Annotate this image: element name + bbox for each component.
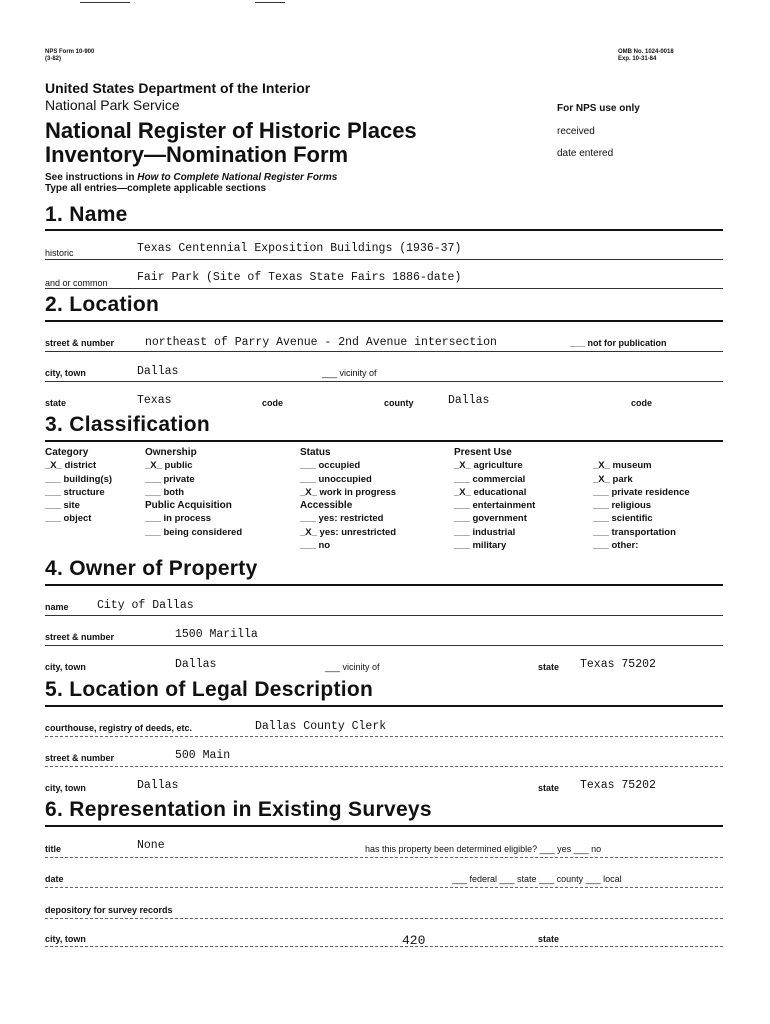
date-entered-label: date entered xyxy=(557,148,614,159)
survey-state-label: state xyxy=(538,934,560,944)
scan-artifact-line xyxy=(80,2,130,3)
historic-label: historic xyxy=(45,248,74,258)
omb-number: OMB No. 1024-0018 xyxy=(618,49,674,55)
state-value[interactable]: Texas xyxy=(137,394,172,407)
section-5-heading: 5. Location of Legal Description xyxy=(45,678,374,701)
use-entertainment[interactable]: ___ entertainment xyxy=(454,500,536,512)
instructions-reference: How to Complete National Register Forms xyxy=(137,172,338,183)
use-transportation[interactable]: ___ transportation xyxy=(593,526,676,538)
category-structure[interactable]: ___ structure xyxy=(45,486,105,498)
section-2-heading: 2. Location xyxy=(45,293,160,316)
common-name-label: and or common xyxy=(45,278,108,288)
status-unoccupied[interactable]: ___ unoccupied xyxy=(300,473,372,485)
section-divider xyxy=(45,705,723,707)
scan-artifact-line xyxy=(255,2,285,3)
common-name-value[interactable]: Fair Park (Site of Texas State Fairs 1886-date) xyxy=(137,271,462,284)
status-column xyxy=(300,446,396,552)
survey-title-value[interactable]: None xyxy=(137,839,165,852)
ownership-private[interactable]: ___ private xyxy=(145,473,195,485)
form-number: NPS Form 10-900 xyxy=(45,49,95,55)
owner-state-value[interactable]: Texas 75202 xyxy=(580,658,656,671)
legal-city-value[interactable]: Dallas xyxy=(137,779,179,792)
owner-city-label: city, town xyxy=(45,662,86,672)
acquisition-being-considered[interactable]: ___ being considered xyxy=(145,526,243,538)
use-government[interactable]: ___ government xyxy=(454,513,527,525)
use-industrial[interactable]: ___ industrial xyxy=(454,526,516,538)
use-museum[interactable]: _X_ museum xyxy=(593,460,652,472)
use-religious[interactable]: ___ religious xyxy=(593,500,652,512)
section-divider xyxy=(45,229,723,231)
department-name: United States Department of the Interior xyxy=(45,80,311,96)
category-buildings[interactable]: ___ building(s) xyxy=(45,473,113,485)
section-divider xyxy=(45,320,723,322)
ownership-public[interactable]: _X_ public xyxy=(145,460,193,472)
eligible-question[interactable]: has this property been determined eligible? ___ yes ___ no xyxy=(365,844,602,854)
expiration-date: Exp. 10-31-84 xyxy=(618,56,657,62)
field-underline xyxy=(45,736,723,737)
section-4-heading: 4. Owner of Property xyxy=(45,557,258,580)
accessible-no[interactable]: ___ no xyxy=(300,540,331,552)
accessible-heading: Accessible xyxy=(300,500,353,512)
section-divider xyxy=(45,825,723,827)
category-heading: Category xyxy=(45,447,89,458)
legal-state-value[interactable]: Texas 75202 xyxy=(580,779,656,792)
field-underline xyxy=(45,645,723,646)
status-heading: Status xyxy=(300,447,331,458)
use-private-residence[interactable]: ___ private residence xyxy=(593,486,690,498)
category-column xyxy=(45,446,112,526)
category-site[interactable]: ___ site xyxy=(45,500,80,512)
not-for-publication[interactable]: ___ not for publication xyxy=(570,338,667,348)
ownership-column xyxy=(145,446,242,539)
owner-state-label: state xyxy=(538,662,560,672)
field-underline xyxy=(45,351,723,352)
field-underline xyxy=(45,288,723,289)
code-label: code xyxy=(262,398,284,408)
legal-state-label: state xyxy=(538,783,560,793)
form-title-2: Inventory—Nomination Form xyxy=(45,142,349,167)
use-commercial[interactable]: ___ commercial xyxy=(454,473,526,485)
owner-name-value[interactable]: City of Dallas xyxy=(97,599,194,612)
street-number-label: street & number xyxy=(45,338,115,348)
received-label: received xyxy=(557,126,595,137)
use-other[interactable]: ___ other: xyxy=(593,540,639,552)
field-underline xyxy=(45,766,723,767)
section-1-heading: 1. Name xyxy=(45,203,128,226)
legal-street-value[interactable]: 500 Main xyxy=(175,749,231,762)
survey-date-label: date xyxy=(45,874,64,884)
form-revision: (3-82) xyxy=(45,56,62,62)
present-use-spacer xyxy=(593,446,690,459)
accessible-restricted[interactable]: ___ yes: restricted xyxy=(300,513,384,525)
accessible-unrestricted[interactable]: _X_ yes: unrestricted xyxy=(300,526,397,538)
city-value[interactable]: Dallas xyxy=(137,365,179,378)
field-underline xyxy=(45,381,723,382)
use-military[interactable]: ___ military xyxy=(454,540,507,552)
vicinity-label[interactable]: ___ vicinity of xyxy=(322,368,377,378)
field-underline xyxy=(45,887,723,888)
legal-street-label: street & number xyxy=(45,753,115,763)
historic-name-value[interactable]: Texas Centennial Exposition Buildings (1936-37) xyxy=(137,242,462,255)
use-educational[interactable]: _X_ educational xyxy=(454,486,527,498)
county-label: county xyxy=(384,398,414,408)
use-park[interactable]: _X_ park xyxy=(593,473,633,485)
ownership-heading: Ownership xyxy=(145,447,197,458)
field-underline xyxy=(45,857,723,858)
county-code-label: code xyxy=(631,398,653,408)
instructions-line xyxy=(45,172,337,183)
owner-street-label: street & number xyxy=(45,632,115,642)
nps-use-only: For NPS use only xyxy=(557,103,640,114)
courthouse-label: courthouse, registry of deeds, etc. xyxy=(45,723,193,733)
county-value[interactable]: Dallas xyxy=(448,394,490,407)
owner-name-label: name xyxy=(45,602,69,612)
section-6-heading: 6. Representation in Existing Surveys xyxy=(45,798,432,821)
category-district[interactable]: _X_ district xyxy=(45,460,97,472)
category-object[interactable]: ___ object xyxy=(45,513,92,525)
present-use-column xyxy=(454,446,535,552)
page-number: 420 xyxy=(402,933,426,948)
owner-street-value[interactable]: 1500 Marilla xyxy=(175,628,258,641)
use-scientific[interactable]: ___ scientific xyxy=(593,513,653,525)
section-divider xyxy=(45,440,723,442)
city-town-label: city, town xyxy=(45,368,86,378)
form-title-1: National Register of Historic Places xyxy=(45,118,417,143)
status-occupied[interactable]: ___ occupied xyxy=(300,460,361,472)
public-acquisition-heading: Public Acquisition xyxy=(145,500,232,512)
use-agriculture[interactable]: _X_ agriculture xyxy=(454,460,523,472)
owner-city-value[interactable]: Dallas xyxy=(175,658,217,671)
service-name: National Park Service xyxy=(45,97,180,113)
present-use-column-2 xyxy=(593,446,690,552)
status-work-in-progress[interactable]: _X_ work in progress xyxy=(300,486,397,498)
field-underline xyxy=(45,946,723,947)
street-value[interactable]: northeast of Parry Avenue - 2nd Avenue intersection xyxy=(145,336,497,349)
instructions-type: Type all entries—complete applicable sections xyxy=(45,183,267,194)
survey-city-label: city, town xyxy=(45,934,86,944)
owner-vicinity-label[interactable]: ___ vicinity of xyxy=(325,662,380,672)
courthouse-value[interactable]: Dallas County Clerk xyxy=(255,720,387,733)
ownership-both[interactable]: ___ both xyxy=(145,486,185,498)
field-underline xyxy=(45,259,723,260)
state-label: state xyxy=(45,398,67,408)
field-underline xyxy=(45,918,723,919)
instructions-prefix: See instructions in xyxy=(45,172,138,183)
section-3-heading: 3. Classification xyxy=(45,413,210,436)
section-divider xyxy=(45,584,723,586)
survey-title-label: title xyxy=(45,844,62,854)
survey-level-options[interactable]: ___ federal ___ state ___ county ___ local xyxy=(452,874,622,884)
field-underline xyxy=(45,615,723,616)
depository-label: depository for survey records xyxy=(45,905,173,915)
acquisition-in-process[interactable]: ___ in process xyxy=(145,513,212,525)
present-use-heading: Present Use xyxy=(454,447,512,458)
legal-city-label: city, town xyxy=(45,783,86,793)
